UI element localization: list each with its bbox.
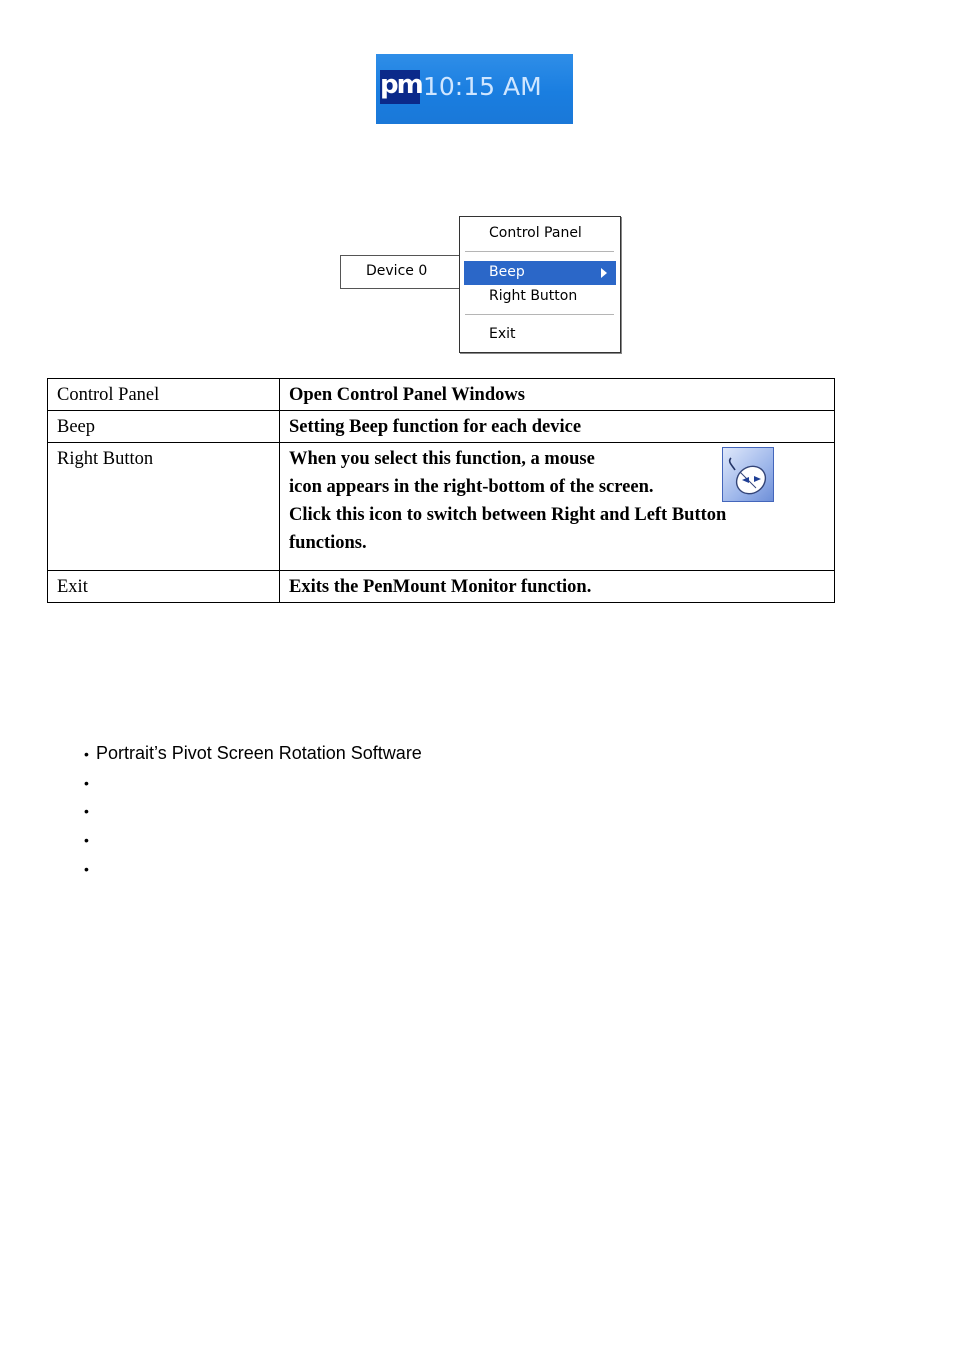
menu-item-label: Control Panel: [489, 225, 582, 241]
menu-separator: [465, 314, 614, 315]
table-row: [48, 443, 835, 571]
table-key-cell: Control Panel: [48, 379, 280, 411]
clock-time: 10:15 AM: [423, 72, 542, 101]
table-value-cell: Setting Beep function for each device: [280, 411, 835, 443]
table-value-cell: Open Control Panel Windows: [280, 379, 835, 411]
device-menu-item[interactable]: Device 0: [366, 263, 428, 279]
penmount-tray-icon[interactable]: pm: [380, 70, 420, 104]
list-item: [84, 741, 422, 770]
submenu-arrow-icon: [601, 268, 607, 278]
bullet-marker: •: [84, 774, 89, 791]
system-tray-clock[interactable]: [376, 54, 573, 124]
mouse-icon: [722, 447, 774, 502]
list-item: [84, 770, 422, 799]
menu-item-label: Exit: [489, 326, 516, 342]
table-row: [48, 379, 835, 411]
bullet-marker: •: [84, 832, 89, 849]
menu-item-label: Right Button: [489, 288, 578, 304]
table-value-line: icon appears in the right-bottom of the screen.: [289, 477, 654, 497]
feature-bullet-list: [84, 741, 422, 884]
table-value-line: functions.: [289, 533, 367, 553]
table-key-cell: Exit: [48, 571, 280, 603]
list-item-text: Portrait’s Pivot Screen Rotation Software: [96, 743, 422, 763]
menu-item-right-button[interactable]: [464, 285, 616, 309]
menu-item-control-panel[interactable]: [464, 222, 616, 246]
table-row: [48, 411, 835, 443]
bullet-marker: •: [84, 746, 89, 762]
table-value-line: When you select this function, a mouse: [289, 449, 595, 469]
table-value-cell: Exits the PenMount Monitor function.: [280, 571, 835, 603]
menu-item-beep[interactable]: [464, 261, 616, 285]
penmount-context-menu: [459, 216, 621, 353]
bullet-marker: •: [84, 803, 89, 820]
table-key-cell: Right Button: [48, 443, 280, 571]
list-item: [84, 856, 422, 885]
menu-description-table: [47, 378, 835, 603]
list-item: [84, 827, 422, 856]
table-value-line: Click this icon to switch between Right and Left Button: [289, 505, 727, 525]
menu-item-label: Beep: [489, 264, 525, 280]
menu-item-exit[interactable]: [464, 323, 616, 347]
device-menu: [340, 255, 463, 289]
bullet-marker: •: [84, 860, 89, 877]
menu-separator: [465, 251, 614, 252]
list-item: [84, 798, 422, 827]
table-row: [48, 571, 835, 603]
table-key-cell: Beep: [48, 411, 280, 443]
